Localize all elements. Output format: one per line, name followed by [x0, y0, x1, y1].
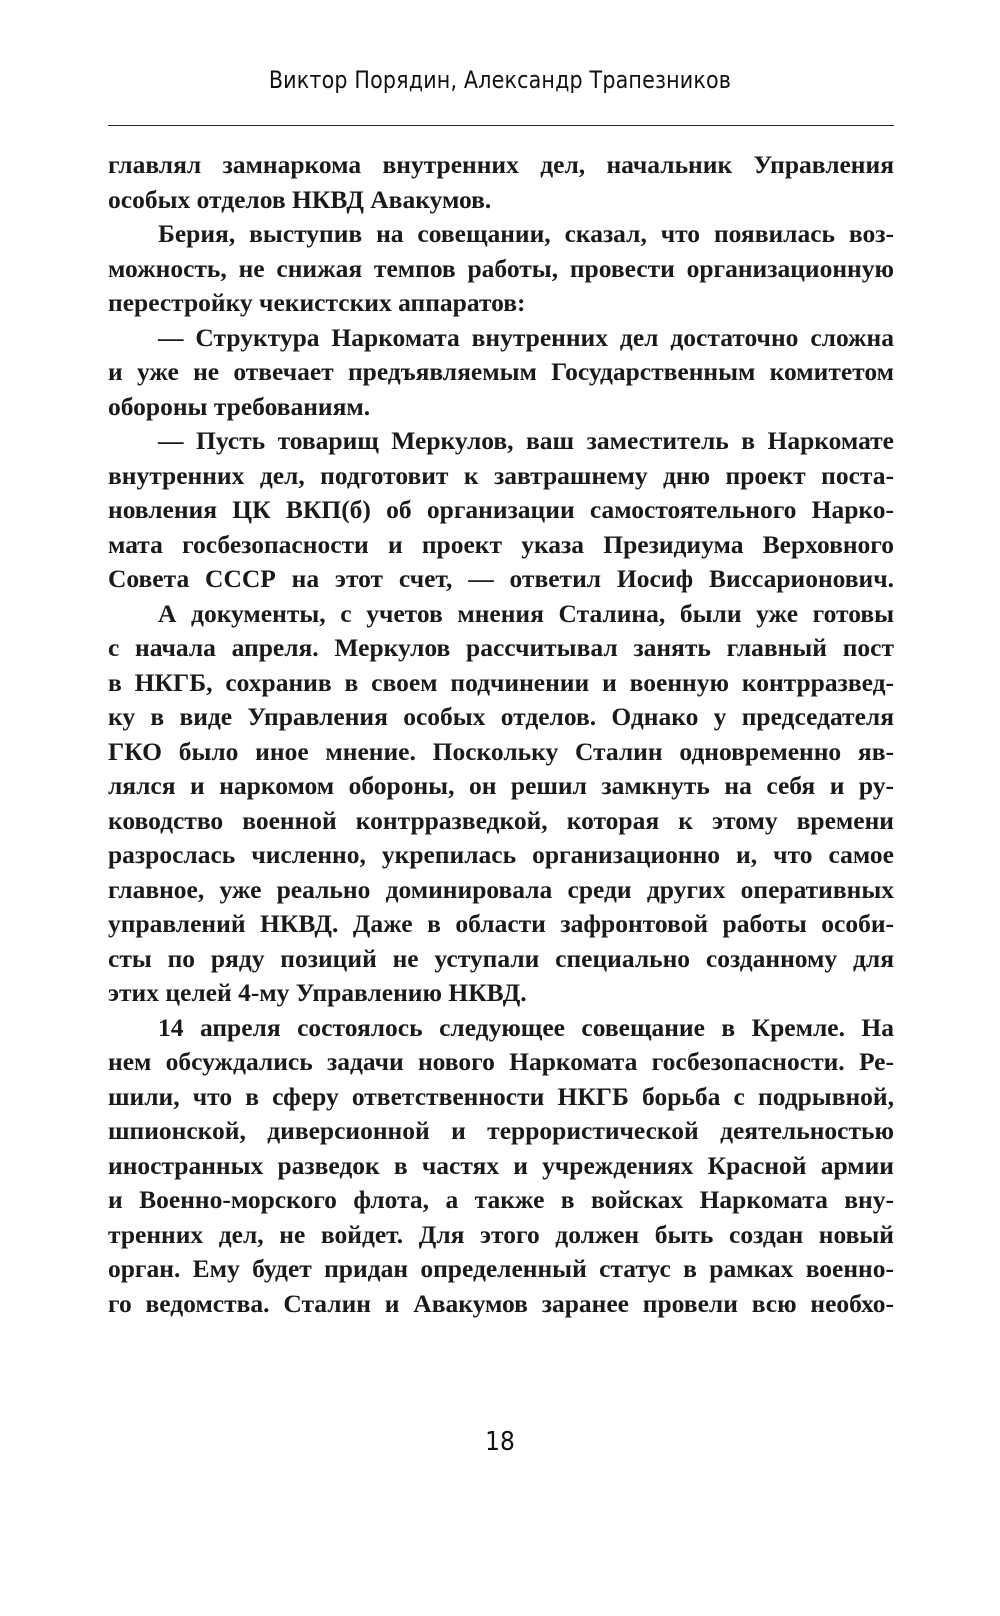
text-line: — Пусть товарищ Меркулов, ваш заместитель в Наркомате — [158, 426, 894, 455]
text-line: этих целей 4-му Управлению НКВД. — [108, 978, 527, 1007]
text-line: главное, уже реально доминировала среди других оперативных — [108, 874, 894, 904]
text-line: сты по ряду позиций не уступали специально созданному для — [108, 943, 894, 973]
text-line: ГКО было иное мнение. Поскольку Сталин одновременно яв- — [108, 736, 894, 766]
text-line: Совета СССР на этот счет, — ответил Иосиф Виссарионович. — [108, 564, 894, 593]
text-line: мата госбезопасности и проект указа Президиума Верховного — [108, 529, 894, 559]
text-line: го ведомства. Сталин и Авакумов заранее провели всю необхо- — [108, 1288, 894, 1318]
text-line: перестройку чекистских аппаратов: — [108, 288, 526, 317]
text-line: особых отделов НКВД Авакумов. — [108, 184, 492, 214]
page-number: 18 — [485, 1427, 515, 1457]
text-line: новления ЦК ВКП(б) об организации самостоятельного Нарко- — [108, 495, 894, 524]
text-line: орган. Ему будет придан определенный статус в рамках военно- — [108, 1254, 894, 1283]
text-line: обороны требованиям. — [108, 391, 371, 421]
text-line: в НКГБ, сохранив в своем подчинении и военную контрразвед- — [108, 667, 894, 697]
text-line: можность, не снижая темпов работы, провести организационную — [108, 253, 894, 283]
text-line: тренних дел, не войдет. Для этого должен быть создан новый — [108, 1219, 894, 1249]
text-line: и уже не отвечает предъявляемым Государственным комитетом — [108, 357, 894, 386]
text-line: Берия, выступив на совещании, сказал, что появилась воз- — [158, 219, 894, 248]
text-line: 14 апреля состоялось следующее совещание в Кремле. На — [158, 1012, 894, 1042]
text-line: главлял замнаркома внутренних дел, начальник Управления — [108, 150, 894, 179]
text-line: внутренних дел, подготовит к завтрашнему дню проект поста- — [108, 460, 894, 490]
text-line: и Военно-морского флота, а также в войсках Наркомата вну- — [108, 1185, 894, 1214]
running-header: Виктор Порядин, Александр Трапезников — [268, 66, 732, 94]
text-line: нем обсуждались задачи нового Наркомата госбезопасности. Ре- — [108, 1047, 894, 1076]
body-text — [108, 148, 894, 1321]
text-line: А документы, с учетов мнения Сталина, были уже готовы — [158, 598, 894, 628]
text-line: разрослась численно, укрепилась организационно и, что самое — [108, 840, 894, 869]
text-line: управлений НКВД. Даже в области зафронтовой работы особи- — [108, 909, 894, 938]
text-line: — Структура Наркомата внутренних дел достаточно сложна — [158, 322, 894, 352]
text-line: лялся и наркомом обороны, он решил замкнуть на себя и ру- — [108, 771, 894, 800]
text-line: с начала апреля. Меркулов рассчитывал занять главный пост — [108, 633, 894, 662]
text-line: ку в виде Управления особых отделов. Однако у председателя — [108, 702, 894, 731]
text-line: иностранных разведок в частях и учреждениях Красной армии — [108, 1150, 894, 1180]
header-rule — [108, 125, 894, 126]
text-line: шпионской, диверсионной и террористической деятельностью — [108, 1116, 894, 1145]
text-line: ководство военной контрразведкой, которая к этому времени — [108, 805, 894, 835]
text-line: шили, что в сферу ответственности НКГБ борьба с подрывной, — [108, 1081, 894, 1111]
